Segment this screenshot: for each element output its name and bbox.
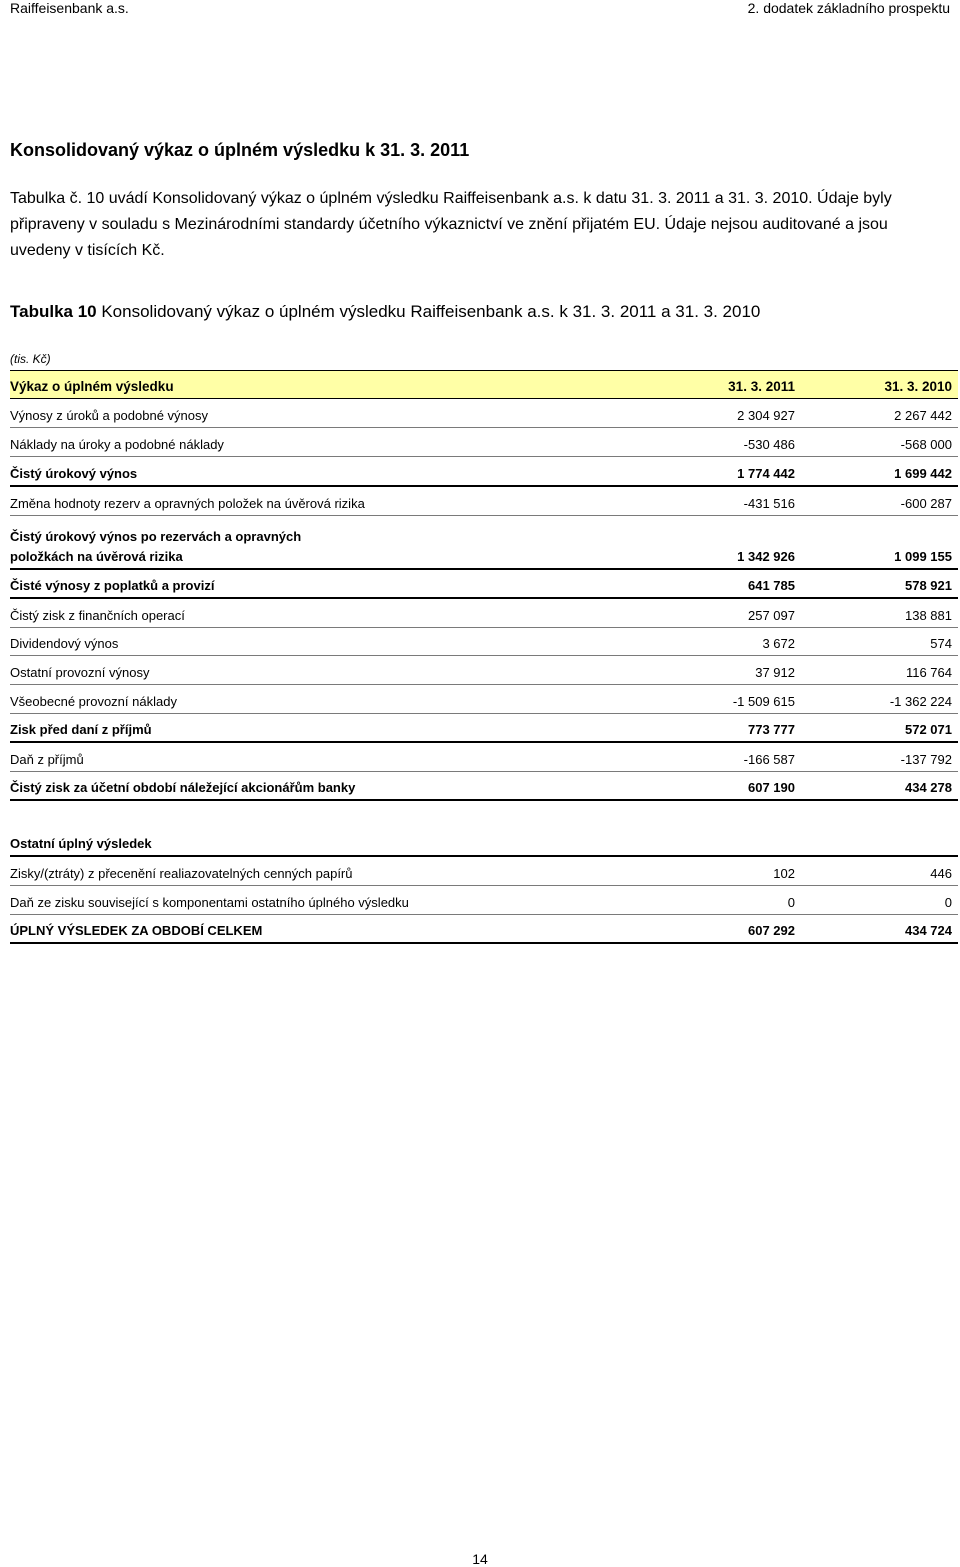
table-row (10, 772, 958, 801)
row-value-2011: 607 292 (748, 923, 795, 938)
row-value-2011: 1 774 442 (737, 466, 795, 481)
row-value-2011: 257 097 (748, 608, 795, 623)
row-value-2010: -568 000 (900, 437, 952, 452)
table-row (10, 457, 958, 487)
row-label: Daň z příjmů (10, 752, 84, 767)
row-value-2010: 116 764 (905, 665, 952, 680)
table-row (10, 487, 958, 516)
row-value-2011: -431 516 (743, 496, 795, 511)
row-label: Čistý úrokový výnos (10, 466, 138, 481)
table-row (10, 516, 958, 570)
header-col-2011: 31. 3. 2011 (728, 379, 795, 394)
row-value-2011: -530 486 (743, 437, 795, 452)
table-row (10, 915, 958, 944)
intro-paragraph: Tabulka č. 10 uvádí Konsolidovaný výkaz o úplném výsledku Raiffeisenbank a.s. k datu 31. 3. 2011 a 31. 3. 2010. Údaje byly připraveny v souladu s Mezinárodními standardy účetního výkaznictví ve znění přijatém EU. Údaje nejsou auditované a jsou uvedeny v tisících Kč. (10, 190, 892, 259)
row-value-2010: 574 (930, 636, 952, 651)
header-label: Výkaz o úplném výsledku (10, 379, 174, 394)
row-value-2011: 2 304 927 (737, 408, 795, 423)
row-value-2011: 0 (787, 895, 795, 910)
row-value-2010: 2 267 442 (894, 408, 952, 423)
row-value-2011: 607 190 (748, 780, 795, 795)
row-value-2010: 434 278 (905, 780, 952, 795)
row-label: Čistý zisk za účetní období náležející akcionářům banky (10, 780, 356, 795)
unit-note: (tis. Kč) (10, 352, 51, 366)
table-row (10, 398, 958, 428)
row-value-2011: 1 342 926 (737, 549, 795, 564)
table-row (10, 656, 958, 685)
page-number: 14 (472, 1551, 488, 1567)
row-label: ÚPLNÝ VÝSLEDEK ZA OBDOBÍ CELKEM (10, 923, 263, 938)
row-value-2011: 773 777 (748, 722, 795, 737)
table-row (10, 857, 958, 886)
row-value-2011: 37 912 (755, 665, 795, 680)
row-label: Daň ze zisku související s komponentami ostatního úplného výsledku (10, 895, 409, 910)
table-row (10, 570, 958, 599)
table-row (10, 628, 958, 656)
table-caption-number: Tabulka 10 (10, 302, 97, 321)
row-label-line2: položkách na úvěrová rizika (10, 549, 183, 564)
row-label: Změna hodnoty rezerv a opravných položek na úvěrová rizika (10, 496, 365, 511)
row-label: Dividendový výnos (10, 636, 119, 651)
table-row (10, 685, 958, 714)
row-label: Ostatní provozní výnosy (10, 665, 150, 680)
row-value-2010: 572 071 (905, 722, 952, 737)
row-label: Výnosy z úroků a podobné výnosy (10, 408, 209, 423)
table-caption-text: Konsolidovaný výkaz o úplném výsledku Raiffeisenbank a.s. k 31. 3. 2011 a 31. 3. 2010 (96, 302, 761, 321)
header-document-title: 2. dodatek základního prospektu (747, 0, 950, 16)
table-row (10, 886, 958, 915)
row-value-2010: -600 287 (900, 496, 952, 511)
row-value-2010: 446 (930, 866, 952, 881)
row-label: Všeobecné provozní náklady (10, 694, 177, 709)
table-row (10, 743, 958, 772)
row-label: Náklady na úroky a podobné náklady (10, 437, 224, 452)
table-caption (10, 302, 760, 322)
row-value-2011: 641 785 (748, 578, 795, 593)
header-col-2010: 31. 3. 2010 (884, 379, 952, 394)
row-label-line1: Čistý úrokový výnos po rezervách a opravných (10, 529, 302, 544)
row-value-2010: -1 362 224 (889, 694, 952, 709)
page-header (10, 0, 950, 24)
table-row (10, 800, 958, 857)
row-label: Čisté výnosy z poplatků a provizí (10, 578, 215, 593)
row-label: Zisky/(ztráty) z přecenění realiazovatelných cenných papírů (10, 866, 353, 881)
row-label: Zisk před daní z příjmů (10, 722, 152, 737)
table-row (10, 428, 958, 457)
row-value-2010: 1 699 442 (894, 466, 952, 481)
row-value-2010: 434 724 (905, 923, 952, 938)
row-label: Ostatní úplný výsledek (10, 836, 152, 851)
table-row (10, 599, 958, 628)
row-value-2010: 0 (944, 895, 952, 910)
row-value-2010: -137 792 (900, 752, 952, 767)
row-value-2011: 3 672 (762, 636, 795, 651)
row-value-2011: -1 509 615 (732, 694, 795, 709)
row-value-2011: 102 (773, 866, 795, 881)
table-header-row (10, 370, 958, 399)
row-value-2010: 578 921 (905, 578, 952, 593)
header-company: Raiffeisenbank a.s. (10, 0, 129, 16)
row-value-2010: 138 881 (905, 608, 952, 623)
section-heading: Konsolidovaný výkaz o úplném výsledku k 31. 3. 2011 (10, 140, 470, 160)
row-label: Čistý zisk z finančních operací (10, 608, 185, 623)
row-value-2011: -166 587 (743, 752, 795, 767)
row-value-2010: 1 099 155 (894, 549, 952, 564)
table-row (10, 714, 958, 743)
